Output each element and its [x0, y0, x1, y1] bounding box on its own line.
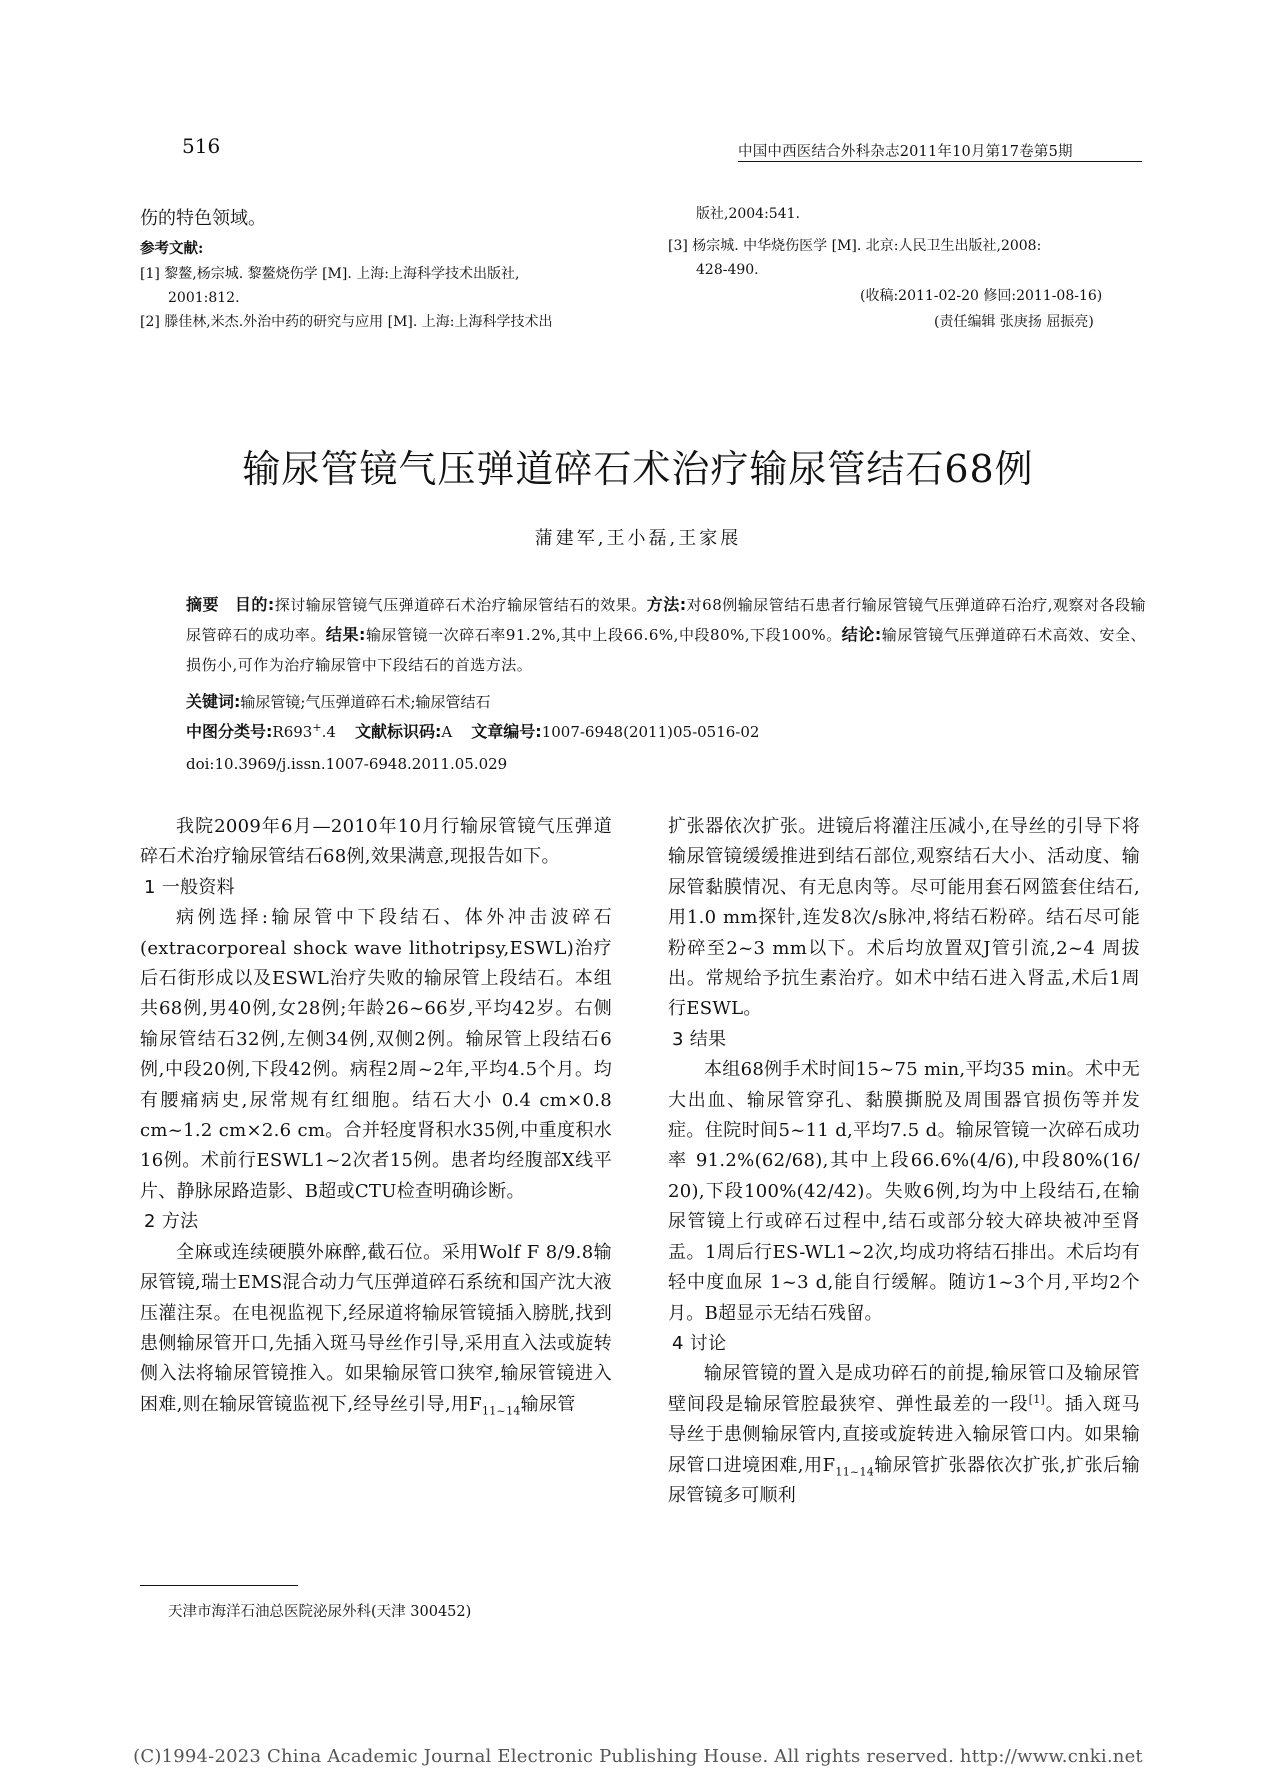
section-2-continued: 扩张器依次扩张。进镜后将灌注压减小,在导丝的引导下将输尿管镜缓缓推进到结石部位,观察结石大小、活动度、输尿管黏膜情况、有无息肉等。尽可能用套石网篮套住结石,用1.0 mm探针,连发8次/s脉冲,将结石粉碎。结石尽可能粉碎至2~3 mm以下。术后均放置双J管引流,2~4 周拔出。常规给予抗生素治疗。如术中结石进入肾盂,术后1周行ESWL。 [668, 816, 1140, 1020]
section-4-paragraph: 输尿管镜的置入是成功碎石的前提,输尿管口及输尿管壁间段是输尿管腔最狭窄、弹性最差的一段[1]。插入斑马导丝于患侧输尿管内,直接或旋转进入输尿管口内。如果输尿管口进境困难,用$F_{11\sim 14}$输尿管扩张器依次扩张,扩张后输尿管镜多可顺利 [668, 1363, 1141, 1506]
conclusion-label: 结论: [841, 625, 882, 644]
section-2-heading: 2 方法 [144, 1211, 199, 1233]
section-3-heading: 3 结果 [672, 1028, 727, 1050]
body-column-left [140, 812, 612, 1420]
previous-article-tail: 伤的特色领域。 [140, 208, 266, 229]
section-4-heading: 4 讨论 [672, 1332, 727, 1354]
reference-list-left [140, 262, 640, 334]
section-1-paragraph: 病例选择:输尿管中下段结石、体外冲击波碎石(extracorporeal shock wave lithotripsy,ESWL)治疗后石街形成以及ESWL治疗失败的输尿管上段结石。本组共68例,男40例,女28例;年龄26~66岁,平均42岁。右侧输尿管结石32例,左侧34例,双侧2例。输尿管上段结石6例,中段20例,下段42例。病程2周~2年,平均4.5个月。均有腰痛病史,尿常规有红细胞。结石大小 0.4 cm×0.8 cm~1.2 cm×2.6 cm。合并轻度肾积水35例,中重度积水16例。术前行ESWL1~2次者15例。患者均经腹部X线平片、静脉尿路造影、B超或CTU检查明确诊断。 [140, 907, 612, 1202]
citation-1[interactable]: [1] [1028, 1392, 1046, 1406]
section-3-paragraph: 本组68例手术时间15~75 min,平均35 min。术中无大出血、输尿管穿孔、黏膜撕脱及周围器官损伤等并发症。住院时间5~11 d,平均7.5 d。输尿管镜一次碎石成功率 91.2%(62/68),其中上段66.6%(4/6),中段80%(16/ 20),下段100%(42/42)。失败6例,均为中上段结石,在输尿管镜上行或碎石过程中,结石或部分较大碎块被冲至肾盂。1周后行ES-WL1~2次,均成功将结石排出。术后均有轻中度血尿 1~3 d,能自行缓解。随访1~3个月,平均2个月。B超显示无结石残留。 [668, 1059, 1140, 1324]
abstract-label: 摘要 [186, 595, 220, 614]
editor-credits: (责任编辑 张庚扬 屈振亮) [934, 314, 1094, 330]
intro-paragraph: 我院2009年6月—2010年10月行输尿管镜气压弹道碎石术治疗输尿管结石68例,效果满意,现报告如下。 [140, 816, 612, 868]
reference-item: [2] 滕佳林,米杰.外治中药的研究与应用 [M]. 上海:上海科学技术出 [140, 314, 553, 330]
doc-code-label: 文献标识码: [354, 722, 442, 741]
results-text: 输尿管镜一次碎石率91.2%,其中上段66.6%,中段80%,下段100%。 [365, 626, 842, 644]
objective-label: 目的: [234, 595, 275, 614]
header-rule [738, 161, 1142, 162]
keywords-line [186, 688, 491, 716]
results-label: 结果: [325, 625, 366, 644]
reference-item: [3] 杨宗城. 中华烧伤医学 [M]. 北京:人民卫生出版社,2008: 428-490. [668, 238, 1042, 278]
clc-code: R693+.4 [272, 721, 336, 741]
abstract [186, 590, 1146, 680]
section-2-paragraph: 全麻或连续硬膜外麻醉,截石位。采用Wolf F 8/9.8输尿管镜,瑞士EMS混合动力气压弹道碎石系统和国产沈大液压灌注泵。在电视监视下,经尿道将输尿管镜插入膀胱,找到患侧输尿管开口,先插入斑马导丝作引导,采用直入法或旋转侧入法将输尿管镜推入。如果输尿管口狭窄,输尿管镜进入困难,则在输尿管镜监视下,经导丝引导,用$F_{11\sim 14}$输尿管 [140, 1241, 612, 1418]
methods-label: 方法: [646, 595, 687, 614]
reference-list-right [668, 202, 1148, 282]
doc-code: A [441, 723, 453, 741]
doi: doi:10.3969/j.issn.1007-6948.2011.05.029 [186, 755, 508, 773]
keywords-label: 关键词: [186, 692, 241, 711]
article-number: 1007-6948(2011)05-0516-02 [541, 723, 760, 741]
clc-label: 中图分类号: [186, 722, 273, 741]
body-column-right [668, 812, 1140, 1511]
methods-text: 对68例输尿管结石患者行输尿管镜气压弹道碎石治疗,观察对各段输尿管碎石的成功率。 [186, 596, 1147, 644]
page-number: 516 [182, 134, 221, 158]
article-authors: 蒲建军,王小磊,王家展 [534, 528, 742, 549]
conclusion-text: 输尿管镜气压弹道碎石术高效、安全、损伤小,可作为治疗输尿管中下段结石的首选方法。 [186, 626, 1146, 674]
reference-item-continued: 版社,2004:541. [696, 206, 800, 222]
copyright-footer: (C)1994-2023 China Academic Journal Electronic Publishing House. All rights reserved. http://www.cnki.net [133, 1746, 1143, 1767]
footnote-rule [140, 1585, 298, 1586]
keywords: 输尿管镜;气压弹道碎石术;输尿管结石 [240, 693, 491, 711]
objective-text: 探讨输尿管镜气压弹道碎石术治疗输尿管结石的效果。 [274, 596, 647, 614]
article-number-label: 文章编号: [471, 722, 542, 741]
references-heading: 参考文献: [140, 240, 204, 257]
journal-header: 中国中西医结合外科杂志2011年10月第17卷第5期 [738, 144, 1073, 160]
classification-line [186, 718, 759, 746]
reference-item: [1] 黎鳌,杨宗城. 黎鳌烧伤学 [M]. 上海:上海科学技术出版社, 2001:812. [140, 266, 520, 306]
received-dates: (收稿:2011-02-20 修回:2011-08-16) [860, 288, 1103, 304]
article-title: 输尿管镜气压弹道碎石术治疗输尿管结石68例 [242, 447, 1034, 491]
section-1-heading: 1 一般资料 [144, 876, 235, 898]
author-affiliation: 天津市海洋石油总医院泌尿外科(天津 300452) [168, 1604, 472, 1620]
